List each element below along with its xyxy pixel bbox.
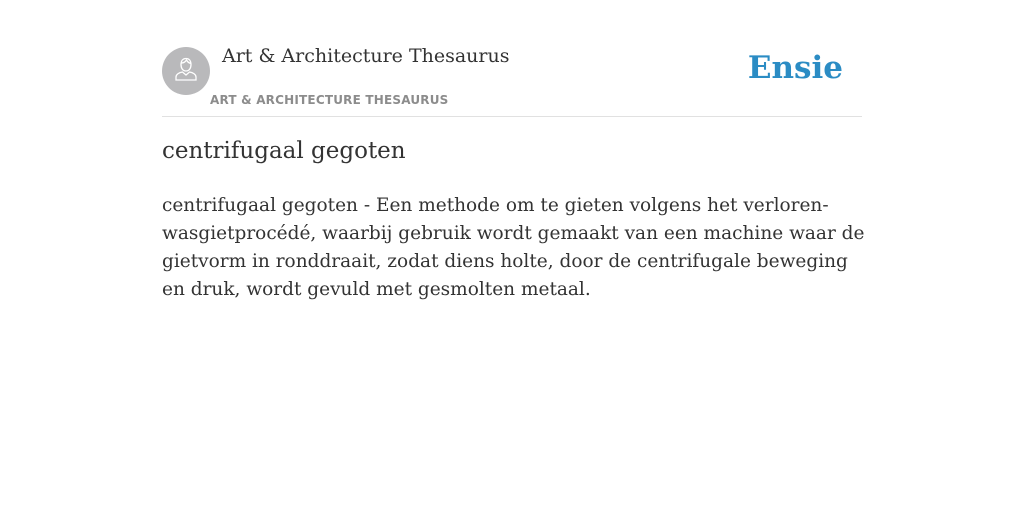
page [162, 0, 865, 300]
header [162, 0, 862, 117]
brand-logo[interactable]: Ensie [747, 50, 843, 86]
user-icon [172, 55, 200, 88]
entry-title: centrifugaal gegoten [162, 138, 406, 164]
author-name[interactable]: Art & Architecture Thesaurus [222, 45, 510, 67]
entry-definition: centrifugaal gegoten - Een methode om te gieten volgens het verloren-wasgietprocédé, waarbij gebruik wordt gemaakt van een machine waar de gietvorm in ronddraait, zodat diens holte, door de centrifugale beweging en druk, wordt gevuld met gesmolten metaal. [162, 195, 865, 300]
author-avatar[interactable] [162, 47, 210, 95]
author-subtitle[interactable]: ART & ARCHITECTURE THESAURUS [210, 93, 449, 107]
